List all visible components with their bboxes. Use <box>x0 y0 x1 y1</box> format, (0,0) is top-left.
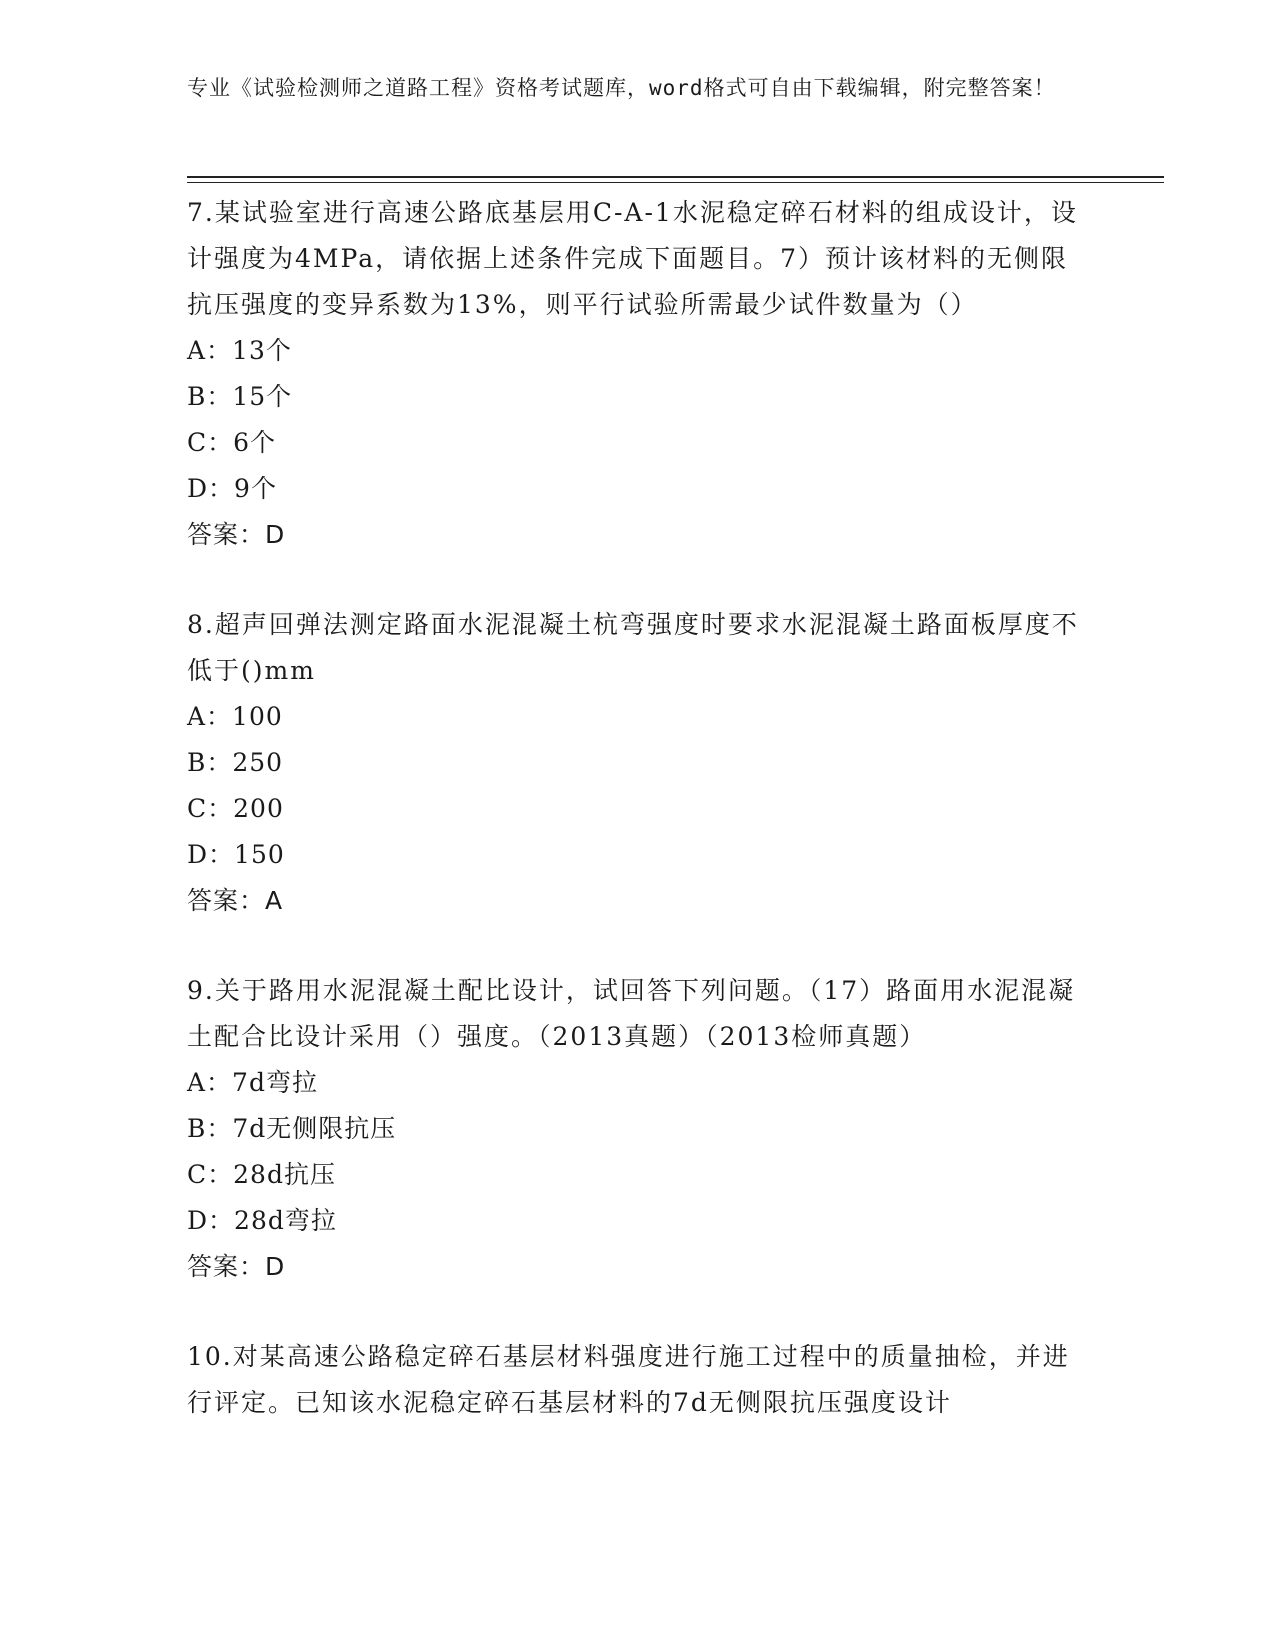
question-text: 7.某试验室进行高速公路底基层用C-A-1水泥稳定碎石材料的组成设计，设计强度为4MPa，请依据上述条件完成下面题目。7）预计该材料的无侧限抗压强度的变异系数为13%，则平行试验所需最少试件数量为（） <box>187 198 1078 319</box>
option-c: C：6个 <box>187 428 277 457</box>
question-7 <box>187 190 1087 558</box>
question-text: 10.对某高速公路稳定碎石基层材料强度进行施工过程中的质量抽检，并进行评定。已知该水泥稳定碎石基层材料的7d无侧限抗压强度设计 <box>187 1342 1070 1417</box>
question-text: 9.关于路用水泥混凝土配比设计，试回答下列问题。（17）路面用水泥混凝土配合比设计采用（）强度。（2013真题）（2013检师真题） <box>187 976 1076 1051</box>
option-d: D：28d弯拉 <box>187 1206 337 1235</box>
answer: 答案：A <box>187 886 284 915</box>
question-8 <box>187 602 1087 924</box>
question-9 <box>187 968 1087 1290</box>
option-b: B：250 <box>187 748 284 777</box>
option-b: B：7d无侧限抗压 <box>187 1114 397 1143</box>
option-c: C：28d抗压 <box>187 1160 336 1189</box>
document-header: 专业《试验检测师之道路工程》资格考试题库，word格式可自由下载编辑，附完整答案！ <box>187 76 1056 100</box>
question-10 <box>187 1334 1087 1426</box>
option-a: A：100 <box>187 702 283 731</box>
option-c: C：200 <box>187 794 284 823</box>
option-a: A：13个 <box>187 336 292 365</box>
answer: 答案：D <box>187 1252 286 1281</box>
header-rule-thin <box>187 182 1164 183</box>
option-b: B：15个 <box>187 382 293 411</box>
question-text: 8.超声回弹法测定路面水泥混凝土杭弯强度时要求水泥混凝土路面板厚度不低于()mm <box>187 610 1079 685</box>
header-rule-thick <box>187 176 1164 178</box>
option-a: A：7d弯拉 <box>187 1068 318 1097</box>
option-d: D：150 <box>187 840 285 869</box>
question-list <box>187 190 1087 1470</box>
option-d: D：9个 <box>187 474 277 503</box>
answer: 答案：D <box>187 520 286 549</box>
